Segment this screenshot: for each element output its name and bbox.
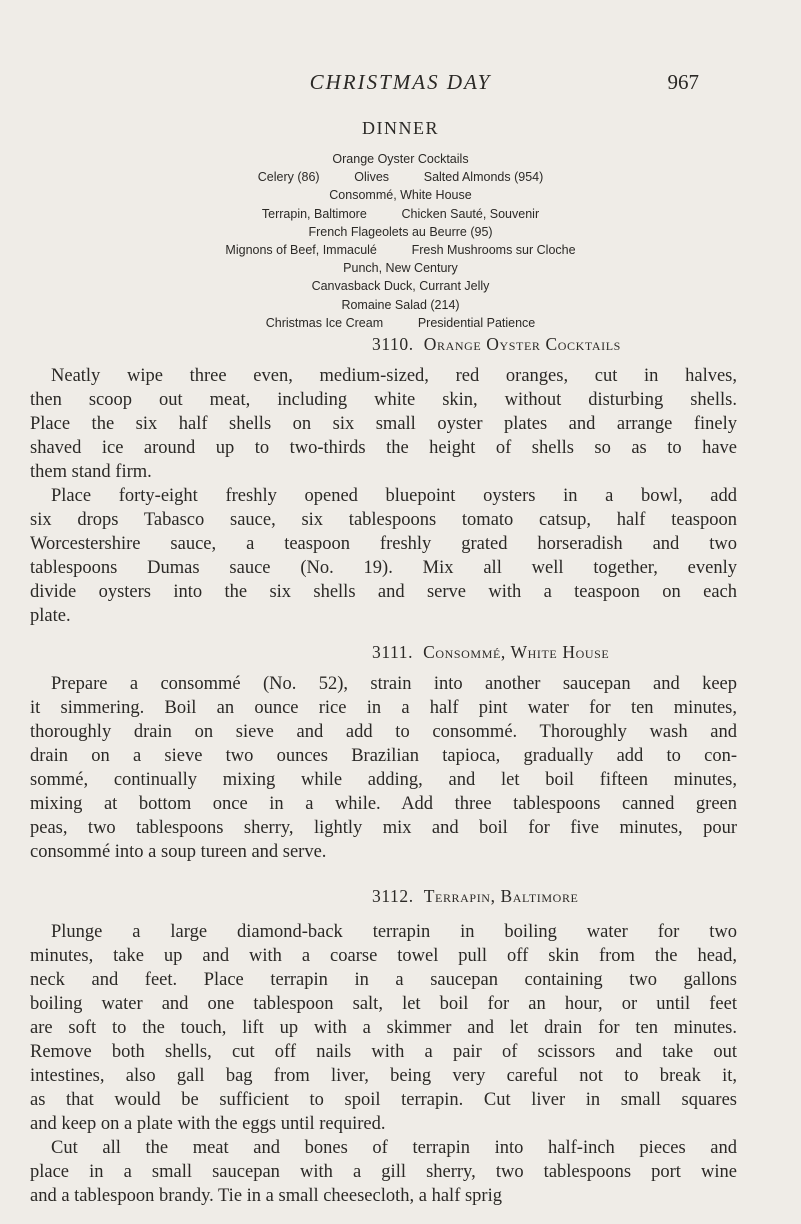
running-title: CHRISTMAS DAY xyxy=(309,70,492,94)
recipe-number: 3111. xyxy=(372,642,414,662)
menu-line: Celery (86) Olives Salted Almonds (954) xyxy=(257,170,544,185)
text-line: and keep on a plate with the eggs until required. xyxy=(30,1114,386,1134)
text-line: plate. xyxy=(30,606,71,626)
text-line: and a tablespoon brandy. Tie in a small cheesecloth, a half sprig xyxy=(30,1186,502,1206)
text-line: them stand firm. xyxy=(30,462,152,482)
recipe-title: Terrapin, Baltimore xyxy=(423,886,579,906)
text-line: boiling water and one tablespoon salt, let boil for an hour, or until feet xyxy=(30,994,737,1014)
text-line: thoroughly drain on sieve and add to consommé. Thoroughly wash and xyxy=(30,722,737,742)
menu-line: Punch, New Century xyxy=(343,261,458,276)
text-line: shaved ice around up to two-thirds the height of shells so as to have xyxy=(30,438,737,458)
text-line: mixing at bottom once in a while. Add three tablespoons canned green xyxy=(30,794,737,814)
recipe-title: Orange Oyster Cocktails xyxy=(423,334,621,354)
recipe-title: Consommé, White House xyxy=(423,642,610,662)
text-line: drain on a sieve two ounces Brazilian tapioca, gradually add to con- xyxy=(30,746,737,766)
text-line: minutes, take up and with a coarse towel pull off skin from the head, xyxy=(30,946,737,966)
text-line: sommé, continually mixing while adding, and let boil fifteen minutes, xyxy=(30,770,737,790)
menu-line: Christmas Ice Cream Presidential Patience xyxy=(265,315,536,330)
recipe-paragraph xyxy=(30,364,737,484)
text-line: divide oysters into the six shells and serve with a teaspoon on each xyxy=(30,582,737,602)
text-line: Plunge a large diamond-back terrapin in boiling water for two xyxy=(51,922,737,942)
recipe-paragraph xyxy=(30,920,737,1136)
text-line: neck and feet. Place terrapin in a saucepan containing two gallons xyxy=(30,970,737,990)
text-line: Worcestershire sauce, a teaspoon freshly grated horseradish and two xyxy=(30,534,737,554)
recipe-paragraph xyxy=(30,1136,737,1208)
text-line: six drops Tabasco sauce, six tablespoons tomato catsup, half teaspoon xyxy=(30,510,737,530)
text-line: peas, two tablespoons sherry, lightly mix and boil for five minutes, pour xyxy=(30,818,737,838)
section-title xyxy=(215,640,735,664)
dinner-menu xyxy=(0,150,801,332)
menu-line: Mignons of Beef, Immaculé Fresh Mushrooms sur Cloche xyxy=(225,242,576,257)
text-line: Cut all the meat and bones of terrapin into half-inch pieces and xyxy=(51,1138,737,1158)
text-line: Neatly wipe three even, medium-sized, red oranges, cut in halves, xyxy=(51,366,737,386)
running-head xyxy=(0,70,801,100)
menu-line: Consommé, White House xyxy=(329,188,472,203)
recipe-number: 3112. xyxy=(372,886,414,906)
text-line: as that would be sufficient to spoil terrapin. Cut liver in small squares xyxy=(30,1090,737,1110)
text-line: Place forty-eight freshly opened bluepoint oysters in a bowl, add xyxy=(51,486,737,506)
text-line: place in a small saucepan with a gill sherry, two tablespoons port wine xyxy=(30,1162,737,1182)
recipe-body xyxy=(30,332,737,1208)
text-line: intestines, also gall bag from liver, being very careful not to break it, xyxy=(30,1066,737,1086)
menu-line: Terrapin, Baltimore Chicken Sauté, Souvenir xyxy=(261,206,540,221)
text-line: Prepare a consommé (No. 52), strain into another saucepan and keep xyxy=(51,674,737,694)
menu-line: Orange Oyster Cocktails xyxy=(332,152,469,166)
text-line: tablespoons Dumas sauce (No. 19). Mix all well together, evenly xyxy=(30,558,737,578)
text-line: Remove both shells, cut off nails with a pair of scissors and take out xyxy=(30,1042,737,1062)
menu-line: Canvasback Duck, Currant Jelly xyxy=(311,279,490,294)
text-line: are soft to the touch, lift up with a skimmer and let drain for ten minutes. xyxy=(30,1018,737,1038)
section-title xyxy=(215,332,735,356)
page-number: 967 xyxy=(667,70,699,94)
text-line: Place the six half shells on six small oyster plates and arrange finely xyxy=(30,414,737,434)
section-title xyxy=(215,884,735,908)
menu-line: French Flageolets au Beurre (95) xyxy=(308,224,493,239)
recipe-paragraph xyxy=(30,484,737,628)
recipe-number: 3110. xyxy=(372,334,414,354)
text-line: it simmering. Boil an ounce rice in a half pint water for ten minutes, xyxy=(30,698,737,718)
recipe-paragraph xyxy=(30,672,737,864)
menu-heading: DINNER xyxy=(362,118,439,138)
menu-line: Romaine Salad (214) xyxy=(341,297,460,312)
text-line: consommé into a soup tureen and serve. xyxy=(30,842,327,862)
text-line: then scoop out meat, including white skin, without disturbing shells. xyxy=(30,390,737,410)
